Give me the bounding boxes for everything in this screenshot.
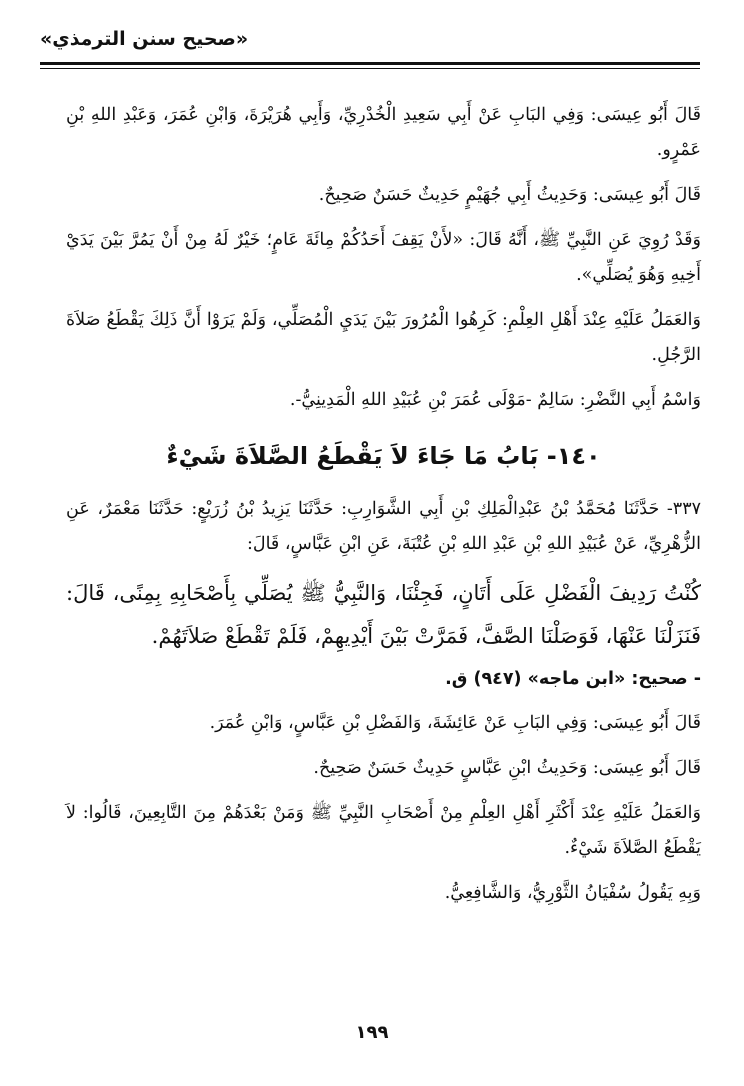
paragraph: وَالعَمَلُ عَلَيْهِ عِنْدَ أَكْثَرِ أَهْلِ العِلْمِ مِنْ أَصْحَابِ النَّبِيِّ ﷺ وَمَنْ بَعْدَهُمْ مِنَ التَّابِعِينَ، قَالُوا: لاَ يَقْطَعُ الصَّلاَةَ شَيْءٌ. [66, 803, 701, 858]
paragraph: قَالَ أَبُو عِيسَى: وَفِي البَابِ عَنْ عَائِشَةَ، وَالفَضْلِ بْنِ عَبَّاسٍ، وَابْنِ عُمَرَ. [209, 713, 701, 733]
header-rule-thin [40, 68, 700, 69]
paragraph: قَالَ أَبُو عِيسَى: وَفِي البَابِ عَنْ أَبِي سَعِيدِ الْخُدْرِيِّ، وَأَبِي هُرَيْرَةَ، وَابْنِ عُمَرَ، وَعَبْدِ اللهِ بْنِ عَمْرٍو. [66, 105, 701, 160]
paragraph: قَالَ أَبُو عِيسَى: وَحَدِيثُ ابْنِ عَبَّاسٍ حَدِيثٌ حَسَنٌ صَحِيحٌ. [313, 758, 701, 778]
running-header-title: «صحيح سنن الترمذي» [40, 28, 249, 50]
hadith-grading: - صحيح: «ابن ماجه» (٩٤٧) ق. [445, 669, 701, 689]
paragraph: وَقَدْ رُوِيَ عَنِ النَّبِيِّ ﷺ، أَنَّهُ قَالَ: «لأَنْ يَقِفَ أَحَدُكُمْ مِائَةَ عَامٍ؛ خَيْرٌ لَهُ مِنْ أَنْ يَمُرَّ بَيْنَ يَدَيْ أَخِيهِ وَهُوَ يُصَلِّي». [66, 230, 701, 285]
chapter-heading: ١٤٠- بَابُ مَا جَاءَ لاَ يَقْطَعُ الصَّلاَةَ شَيْءٌ [166, 442, 601, 470]
paragraph: وَبِهِ يَقُولُ سُفْيَانُ الثَّوْرِيُّ، وَالشَّافِعِيُّ. [444, 883, 701, 903]
page-body [66, 98, 701, 921]
page-number: ١٩٩ [355, 1022, 389, 1043]
paragraph: قَالَ أَبُو عِيسَى: وَحَدِيثُ أَبِي جُهَيْمٍ حَدِيثٌ حَسَنٌ صَحِيحٌ. [318, 185, 701, 205]
hadith-isnad: ٣٣٧- حَدَّثَنَا مُحَمَّدُ بْنُ عَبْدِالْمَلِكِ بْنِ أَبِي الشَّوَارِبِ: حَدَّثَنَا يَزِيدُ بْنُ زُرَيْعٍ: حَدَّثَنَا مَعْمَرٌ، عَنِ الزُّهْرِيِّ، عَنْ عُبَيْدِ اللهِ بْنِ عَبْدِ اللهِ بْنِ عُتْبَةَ، عَنِ ابْنِ عَبَّاسٍ، قَالَ: [66, 499, 701, 554]
header-rule [40, 62, 700, 65]
hadith-matn: كُنْتُ رَدِيفَ الْفَضْلِ عَلَى أَتَانٍ، فَجِئْنَا، وَالنَّبِيُّ ﷺ يُصَلِّي بِأَصْحَابِهِ بِمِنًى، قَالَ: فَنَزَلْنَا عَنْهَا، فَوَصَلْنَا الصَّفَّ، فَمَرَّتْ بَيْنَ أَيْدِيهِمْ، فَلَمْ تَقْطَعْ صَلاَتَهُمْ. [66, 581, 701, 648]
paragraph: وَاسْمُ أَبِي النَّضْرِ: سَالِمٌ -مَوْلَى عُمَرَ بْنِ عُبَيْدِ اللهِ الْمَدِينِيُّ-. [289, 390, 701, 410]
paragraph: وَالعَمَلُ عَلَيْهِ عِنْدَ أَهْلِ العِلْمِ: كَرِهُوا الْمُرُورَ بَيْنَ يَدَيِ الْمُصَلِّي، وَلَمْ يَرَوْا أَنَّ ذَلِكَ يَقْطَعُ صَلاَةَ الرَّجُلِ. [66, 310, 701, 365]
